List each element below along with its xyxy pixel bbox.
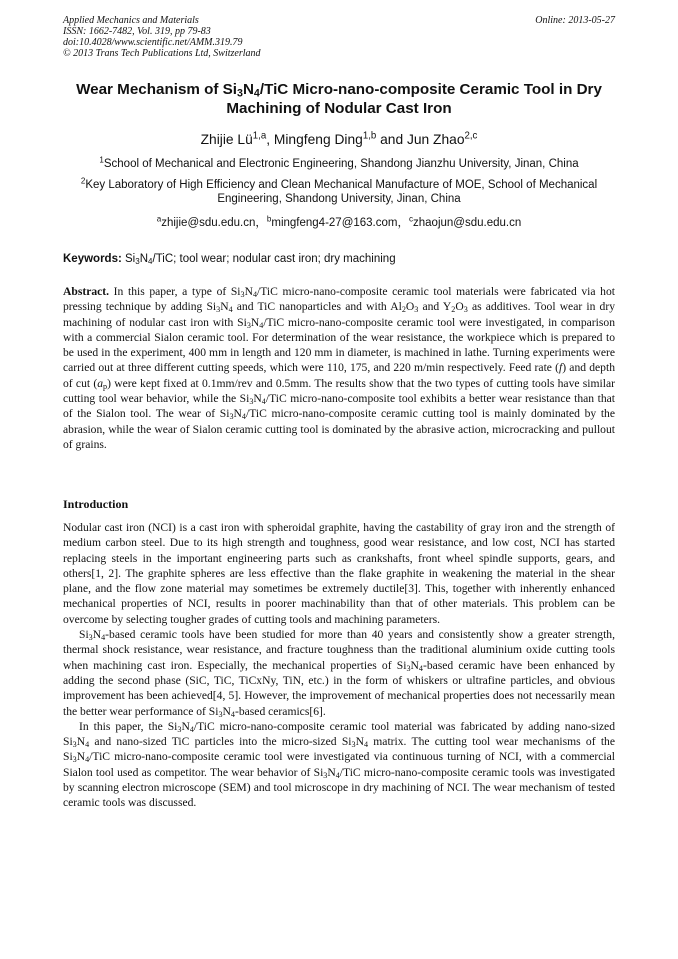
keywords-line: Keywords: $Si_3N_4$/TiC; tool wear; nodular cast iron; dry machining — [63, 253, 396, 266]
introduction-body — [63, 520, 615, 811]
doi-line: doi:10.4028/www.scientific.net/AMM.319.79 — [63, 37, 243, 48]
issn-line: ISSN: 1662-7482, Vol. 319, pp 79-83 — [63, 26, 211, 37]
author-2: , Mingfeng Ding — [266, 132, 363, 147]
email-link[interactable]: mingfeng4-27@163.com — [271, 217, 398, 229]
affiliation-1: $^1$School of Mechanical and Electronic Engineering, Shandong Jianzhu University, Jinan, China — [99, 155, 579, 170]
paper-title: Wear Mechanism of $Si_3N_4$/TiC Micro-nano-composite Ceramic Tool in Dry Machining of Nodular Cast Iron — [76, 81, 602, 117]
journal-header — [63, 15, 615, 59]
paragraph: Nodular cast iron (NCI) is a cast iron with spheroidal graphite, having the castability of gray iron and the strength of medium carbon steel. Due to its high strength and toughness, good wear resistance, and low cost, NCI has started replacing steels in the important engineering parts such as crankshafts, front wheel spindle supports, gears, and others[1, 2]. The graphite spheres are less effective than the flake graphite in weakening the material in the shear plane, and the flow zone material may sometimes be extremely ductile[3]. This, together with inherently enhanced mechanical properties of NCI, results in poorer machinability than that of other materials. This problem can be overcome by selecting tougher grades of cutting tools and machining parameters. — [63, 521, 615, 626]
abstract: Abstract. In this paper, a type of $Si_3N_4$/TiC micro-nano-composite ceramic tool materials were fabricated via hot pressing technique by adding $Si_3N_4$ and TiC nanoparticles and with $Al_2O_3$ and $Y_2O_3$ as additives. Tool wear in dry machining of nodular cast iron with $Si_3N_4$/TiC micro-nano-composite ceramic tool were investigated, in comparison with a commercial Sialon ceramic tool. For determination of the wear resistance, the workpiece which is prepared to be used in the experiment, 400 mm in length and 120 mm in diameter, is machined in lathe. Turning experiments were carried out at three different cutting speeds, which were 110, 175, and 220 m/min respectively. Feed rate (f) and depth of cut $(a_p)$ were kept fixed at 0.1mm/rev and 0.5mm. The results show that the two types of cutting tools have similar cutting tool wear behavior, while the $Si_3N_4$/TiC micro-nano-composite tool exhibits a better wear resistance than that of the Sialon tool. The wear of $Si_3N_4$/TiC micro-nano-composite ceramic cutting tool is mainly dominated by the abrasion, while the wear of Sialon ceramic cutting tool is dominated by the abrasive action, microcracking and pullout of grains. — [63, 285, 615, 451]
author-1: Zhijie Lü — [200, 132, 253, 147]
paragraph: In this paper, the $Si_3N_4$/TiC micro-nano-composite ceramic tool material was fabricated by adding nano-sized $Si_3N_4$ and nano-sized TiC particles into the micro-sized $Si_3N_4$ matrix. The cutting tool wear mechanisms of the $Si_3N_4$/TiC micro-nano-composite ceramic tool were investigated via continuous turning of NCI, with a commercial Sialon tool used as competitor. The wear behavior of $Si_3N_4$/TiC micro-nano-composite ceramic tools was investigated by scanning electron microscope (SEM) and tool microscope in dry machining of NCI. The wear mechanism of tested ceramic tools was discussed. — [63, 719, 616, 810]
keywords-label: Keywords: — [63, 253, 122, 265]
online-date: Online: 2013-05-27 — [535, 15, 615, 26]
author-3: and Jun Zhao — [376, 132, 465, 147]
author-list: Zhijie Lü$^{1,a}$, Mingfeng Ding$^{1,b}$ and Jun Zhao$^{2,c}$ — [200, 130, 478, 147]
author-emails: $^a$zhijie@sdu.edu.cn，$^b$mingfeng4-27@163.com，$^c$zhaojun@sdu.edu.cn — [156, 214, 522, 229]
abstract-label: Abstract. — [63, 285, 110, 298]
affiliation-2: $^2$Key Laboratory of High Efficiency and Clean Mechanical Manufacture of MOE, School of Mechanical Engineering, Shandong University, Jinan, China — [80, 176, 598, 205]
copyright-line: © 2013 Trans Tech Publications Ltd, Switzerland — [63, 48, 261, 59]
journal-name: Applied Mechanics and Materials — [63, 15, 199, 26]
paragraph: $Si_3N_4$-based ceramic tools have been studied for more than 40 years and consistently show a greater strength, thermal shock resistance, wear resistance, and fracture toughness than the traditional aluminium oxide cutting tools when machining cast iron. Especially, the mechanical properties of $Si_3N_4$-based ceramic have been enhanced by adding the second phase (SiC, TiC, TiCxNy, TiN, etc.) in the form of whiskers or ultrafine particles, and obvious improvement has been achieved[4, 5]. However, the improvement of mechanical properties does not necessarily mean the better wear performance of $Si_3N_4$-based ceramics[6]. — [63, 628, 615, 719]
section-heading-introduction: Introduction — [63, 497, 129, 511]
email-link[interactable]: zhaojun@sdu.edu.cn — [413, 217, 522, 229]
email-link[interactable]: zhijie@sdu.edu.cn — [161, 217, 256, 229]
